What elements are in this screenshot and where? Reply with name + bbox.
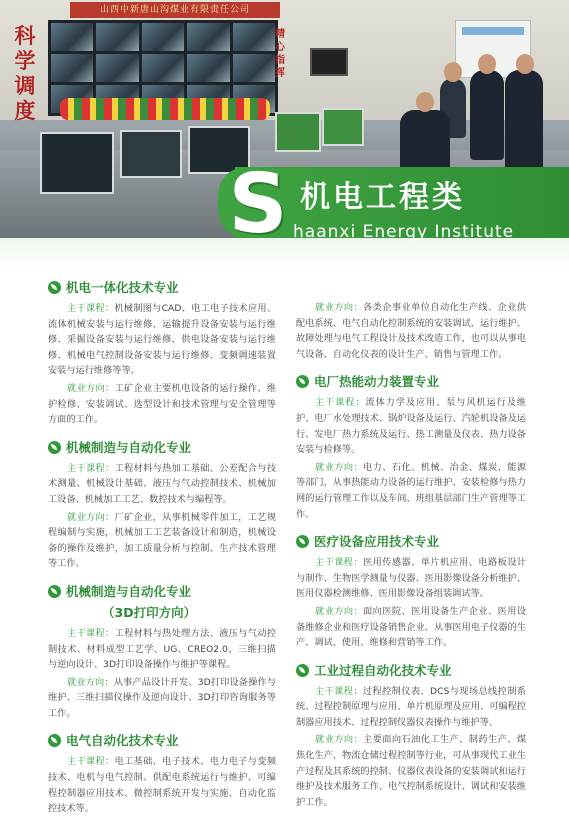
jobs-label: 就业方向： <box>315 302 364 313</box>
courses-paragraph <box>48 626 276 673</box>
section-heading <box>48 440 276 455</box>
courses-text: 工程材料与热加工基础、公差配合与技术测量、机械设计基础、液压与气动控制技术、机械加工设备、机械加工工艺、数控技术与编程等。 <box>48 462 277 505</box>
desk-monitor <box>322 108 364 146</box>
courses-label: 主干课程： <box>315 397 366 409</box>
section-title: 电厂热能动力装置专业 <box>314 374 440 390</box>
jobs-paragraph <box>48 510 276 572</box>
section-title: 电气自动化技术专业 <box>66 733 179 749</box>
jobs-text: 厂矿企业，从事机械零件加工，工艺规程编制与实施，机械加工工艺装备设计和制造，机械设备的操作及维护，加工质量分析与控制、生产技术管理等工作。 <box>48 511 277 570</box>
courses-label: 主干课程： <box>315 685 363 697</box>
major-section <box>48 733 276 816</box>
left-column <box>48 280 276 829</box>
jobs-label: 就业方向： <box>67 382 115 394</box>
leaf-icon <box>296 664 309 677</box>
person-head <box>444 62 462 82</box>
jobs-label: 就业方向： <box>67 676 114 688</box>
leaf-icon <box>296 375 309 388</box>
leaf-icon <box>48 734 61 747</box>
courses-label: 主干课程： <box>67 303 115 314</box>
person-head <box>516 54 534 74</box>
person-head <box>416 92 434 112</box>
courses-paragraph <box>48 301 276 379</box>
courses-text: 流体力学及应用、泵与风机运行及维护、电厂水处理技术、锅炉设备及运行、汽轮机设备及运行、发电厂热力系统及运行、热工测量及仪表、热力设备安装与检修等。 <box>296 397 526 456</box>
section-heading <box>48 584 276 599</box>
courses-paragraph <box>48 461 276 508</box>
flower-row <box>60 98 270 120</box>
major-section <box>296 534 526 651</box>
section-heading <box>48 733 276 748</box>
major-section <box>48 440 276 572</box>
major-section <box>48 584 276 722</box>
jobs-paragraph <box>48 381 276 428</box>
major-section <box>48 280 276 428</box>
photo-banner: 山西中新唐山沟煤业有限责任公司 <box>70 2 280 18</box>
major-section <box>296 374 526 522</box>
jobs-label: 就业方向： <box>315 605 364 617</box>
right-column <box>296 300 526 822</box>
section-heading <box>296 374 526 389</box>
section-heading <box>48 280 276 295</box>
jobs-paragraph <box>296 732 526 810</box>
leaf-icon <box>48 441 61 454</box>
jobs-paragraph <box>48 675 276 722</box>
courses-paragraph <box>296 555 526 602</box>
photo-right-sign: 精心指挥 <box>275 29 285 79</box>
jobs-label: 就业方向： <box>67 511 115 523</box>
person-head <box>478 54 496 74</box>
section-heading <box>296 534 526 549</box>
desk-monitor <box>40 132 114 194</box>
wall-tv <box>310 48 348 76</box>
major-section-continued <box>296 300 526 362</box>
jobs-text: 电力、石化、机械、冶金、煤炭、能源等部门，从事热能动力设备的运行维护、安装检修与热力网的运行管理工作以及车间、班组基层部门生产管理等工作。 <box>296 461 527 520</box>
section-title: 工业过程自动化技术专业 <box>314 662 452 678</box>
section-title: 机电一体化技术专业 <box>66 280 179 295</box>
section-title: 机械制造与自动化专业 <box>66 583 192 599</box>
jobs-label: 就业方向： <box>315 461 364 473</box>
page-subtitle-en: haanxi Energy Institute <box>293 222 515 242</box>
jobs-text: 各类企事业单位自动化生产线、企业供配电系统、电气自动化控制系统的安装调试、运行维护、故障处理与电气工程设计及技术改造工作，也可以从事电气设备、自动化仪表的设计生产、销售与管理工作。 <box>296 302 527 360</box>
jobs-text: 主要面向石油化工生产、制药生产、煤焦化生产、物流仓储过程控制等行业，可从事现代工业生产过程及其系统的控制、仪器仪表设备的安装调试和运行维护及技术服务工作、电气控制系统设计、调试和安装维护工作。 <box>296 734 527 808</box>
courses-label: 主干课程： <box>67 756 115 768</box>
courses-text: 工程材料与热处理方法、液压与气动控制技术、材料成型工艺学、UG、CREO2.0、三维扫描与逆向设计、3D打印设备操作与维护等课程。 <box>48 627 277 671</box>
leaf-icon <box>48 281 61 294</box>
leaf-icon <box>296 535 309 548</box>
section-subtitle: （3D打印方向） <box>102 604 197 620</box>
courses-label: 主干课程： <box>67 462 115 474</box>
logo-letter-s: S <box>228 157 288 252</box>
courses-paragraph <box>296 395 526 457</box>
desk-monitor <box>120 130 182 178</box>
courses-paragraph <box>296 684 526 731</box>
person <box>505 70 543 170</box>
jobs-text: 从事产品设计开发、3D打印设备操作与维护、三维扫描仪操作及逆向设计、3D打印咨询服务等工作。 <box>48 676 276 719</box>
courses-text: 机械制图与CAD、电工电子技术应用、流体机械安装与运行维修、运输提升设备安装与运行维修、采掘设备安装与运行维修、供电设备安装与运行维修、机械电气控制设备安装与运行维修、变频调速装置安装与运行维修等等。 <box>48 303 277 377</box>
jobs-text: 工矿企业主要机电设备的运行操作、维护检修、安装调试、选型设计和技术管理与安全管理等方面的工作。 <box>48 382 277 426</box>
section-title: 机械制造与自动化专业 <box>66 439 192 455</box>
courses-label: 主干课程： <box>315 557 364 569</box>
person <box>470 70 504 160</box>
section-title: 医疗设备应用技术专业 <box>314 534 440 550</box>
courses-label: 主干课程： <box>67 627 115 639</box>
jobs-label: 就业方向： <box>315 734 364 746</box>
courses-text: 电工基础、电子技术、电力电子与变频技术、电机与电气控制、供配电系统运行与维护、可编程控制器应用技术、微控制系统开发与实施、自动化监控技术等。 <box>48 756 277 815</box>
desk-monitor <box>275 112 321 152</box>
photo-left-sign: 科学调度 <box>14 24 36 123</box>
courses-paragraph <box>48 754 276 816</box>
leaf-icon <box>48 585 61 598</box>
section-heading <box>296 663 526 678</box>
jobs-text: 面向医院、医用设备生产企业、医用设备维修企业和医疗设备销售企业。从事医用电子仪器的生产、调试、使用、维修和营销等工作。 <box>296 605 527 649</box>
jobs-paragraph <box>296 300 526 362</box>
major-section <box>296 663 526 811</box>
jobs-paragraph <box>296 460 526 522</box>
courses-text: 医用传感器、单片机应用、电路板设计与制作、生物医学测量与仪器、医用影像设备分析维护、医用仪器检测维修、医用影像设备组装调试等。 <box>296 557 527 600</box>
page-title: 机电工程类 <box>300 180 465 215</box>
jobs-paragraph <box>296 604 526 651</box>
courses-text: 过程控制仪表、DCS与现场总线控制系统、过程控制原理与应用、单片机原理及应用、可编程控制器应用技术、过程控制仪器仪表操作与维护等。 <box>296 685 526 728</box>
